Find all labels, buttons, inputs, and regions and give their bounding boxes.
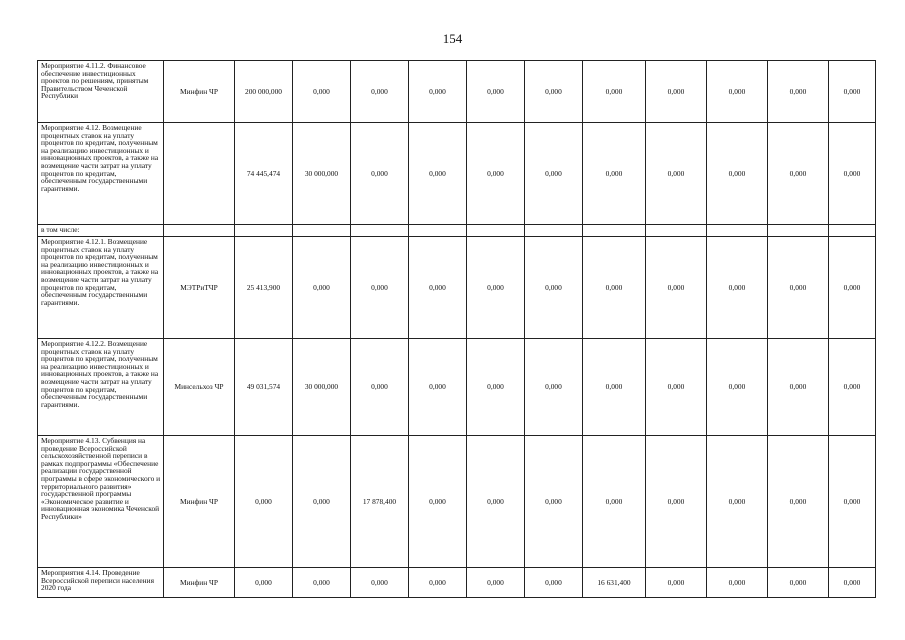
- value-cell: 0,000: [646, 339, 707, 436]
- value-cell: [351, 225, 409, 237]
- value-cell: 0,000: [829, 436, 876, 568]
- value-cell: 0,000: [467, 568, 525, 598]
- value-cell: 0,000: [707, 436, 768, 568]
- value-cell: 0,000: [646, 61, 707, 123]
- value-cell: 0,000: [409, 61, 467, 123]
- value-cell: 0,000: [768, 339, 829, 436]
- value-cell: 0,000: [467, 61, 525, 123]
- value-cell: 0,000: [768, 568, 829, 598]
- value-cell: 0,000: [467, 339, 525, 436]
- value-cell: [525, 225, 583, 237]
- activity-name-cell: Мероприятия 4.14. Проведение Всероссийской переписи населения 2020 года: [38, 568, 164, 598]
- value-cell: 0,000: [409, 237, 467, 339]
- activity-name-cell: Мероприятие 4.11.2. Финансовое обеспечение инвестиционных проектов по решениям, принятым Правительством Чеченской Республики: [38, 61, 164, 123]
- value-cell: 0,000: [351, 339, 409, 436]
- value-cell: 25 413,900: [235, 237, 293, 339]
- value-cell: 0,000: [293, 237, 351, 339]
- value-cell: 0,000: [646, 123, 707, 225]
- value-cell: 0,000: [583, 436, 646, 568]
- value-cell: [707, 225, 768, 237]
- value-cell: 0,000: [293, 436, 351, 568]
- value-cell: 0,000: [235, 568, 293, 598]
- value-cell: 0,000: [768, 123, 829, 225]
- value-cell: 0,000: [467, 237, 525, 339]
- value-cell: [467, 225, 525, 237]
- value-cell: 0,000: [829, 339, 876, 436]
- value-cell: [235, 225, 293, 237]
- executor-cell: [164, 225, 235, 237]
- budget-table: [37, 60, 876, 598]
- value-cell: 0,000: [293, 568, 351, 598]
- value-cell: 0,000: [409, 339, 467, 436]
- value-cell: 30 000,000: [293, 339, 351, 436]
- value-cell: 0,000: [829, 237, 876, 339]
- value-cell: 0,000: [525, 339, 583, 436]
- value-cell: 0,000: [646, 237, 707, 339]
- value-cell: 0,000: [707, 339, 768, 436]
- executor-cell: Минфин ЧР: [164, 61, 235, 123]
- value-cell: [409, 225, 467, 237]
- activity-name-cell: Мероприятие 4.12.2. Возмещение процентных ставок на уплату процентов по кредитам, полученным на реализацию инвестиционных и инновационных проектов, а также на возмещение части затрат на уплату процентов по кредитам, обеспеченным государственными гарантиями.: [38, 339, 164, 436]
- activity-name-cell: Мероприятие 4.13. Субвенция на проведение Всероссийской сельскохозяйственной переписи в рамках подпрограммы «Обеспечение реализации государственной программы в сфере экономического и территориального развития» государственной программы «Экономическое развитие и инновационная экономика Чеченской Республики»: [38, 436, 164, 568]
- activity-name-cell: в том числе:: [38, 225, 164, 237]
- value-cell: 0,000: [351, 61, 409, 123]
- table-row: [38, 123, 876, 225]
- value-cell: 0,000: [829, 61, 876, 123]
- value-cell: [583, 225, 646, 237]
- page-number: 154: [442, 31, 463, 46]
- value-cell: [829, 225, 876, 237]
- table-row: [38, 225, 876, 237]
- value-cell: 0,000: [583, 61, 646, 123]
- value-cell: 0,000: [235, 436, 293, 568]
- executor-cell: Минфин ЧР: [164, 568, 235, 598]
- table-row: [38, 61, 876, 123]
- value-cell: 16 631,400: [583, 568, 646, 598]
- value-cell: 0,000: [351, 237, 409, 339]
- value-cell: 0,000: [525, 237, 583, 339]
- activity-name-cell: Мероприятие 4.12. Возмещение процентных ставок на уплату процентов по кредитам, полученным на реализацию инвестиционных и инновационных проектов, а также на возмещение части затрат на уплату процентов по кредитам, обеспеченным государственными гарантиями.: [38, 123, 164, 225]
- value-cell: 0,000: [467, 436, 525, 568]
- value-cell: 0,000: [525, 123, 583, 225]
- value-cell: 0,000: [525, 568, 583, 598]
- value-cell: [646, 225, 707, 237]
- value-cell: 0,000: [525, 436, 583, 568]
- value-cell: 0,000: [829, 568, 876, 598]
- activity-name-cell: Мероприятие 4.12.1. Возмещение процентных ставок на уплату процентов по кредитам, полученным на реализацию инвестиционных и инновационных проектов, а также на возмещение части затрат на уплату процентов по кредитам, обеспеченным государственными гарантиями.: [38, 237, 164, 339]
- value-cell: 49 031,574: [235, 339, 293, 436]
- executor-cell: [164, 123, 235, 225]
- value-cell: 0,000: [707, 568, 768, 598]
- value-cell: 0,000: [409, 123, 467, 225]
- value-cell: 0,000: [583, 339, 646, 436]
- value-cell: 0,000: [583, 237, 646, 339]
- value-cell: 0,000: [583, 123, 646, 225]
- value-cell: 0,000: [409, 568, 467, 598]
- executor-cell: Минфин ЧР: [164, 436, 235, 568]
- value-cell: 0,000: [768, 436, 829, 568]
- table-row: [38, 436, 876, 568]
- value-cell: 0,000: [351, 568, 409, 598]
- value-cell: 200 000,000: [235, 61, 293, 123]
- executor-cell: МЭТРиТЧР: [164, 237, 235, 339]
- value-cell: 0,000: [646, 568, 707, 598]
- value-cell: 0,000: [293, 61, 351, 123]
- value-cell: 0,000: [467, 123, 525, 225]
- table-row: [38, 568, 876, 598]
- table-row: [38, 237, 876, 339]
- executor-cell: Минсельхоз ЧР: [164, 339, 235, 436]
- value-cell: 0,000: [707, 237, 768, 339]
- value-cell: [293, 225, 351, 237]
- value-cell: 0,000: [525, 61, 583, 123]
- value-cell: 0,000: [646, 436, 707, 568]
- value-cell: 0,000: [351, 123, 409, 225]
- value-cell: 0,000: [707, 123, 768, 225]
- value-cell: [768, 225, 829, 237]
- value-cell: 0,000: [768, 61, 829, 123]
- value-cell: 74 445,474: [235, 123, 293, 225]
- value-cell: 0,000: [707, 61, 768, 123]
- value-cell: 30 000,000: [293, 123, 351, 225]
- table-row: [38, 339, 876, 436]
- value-cell: 17 878,400: [351, 436, 409, 568]
- value-cell: 0,000: [829, 123, 876, 225]
- value-cell: 0,000: [768, 237, 829, 339]
- value-cell: 0,000: [409, 436, 467, 568]
